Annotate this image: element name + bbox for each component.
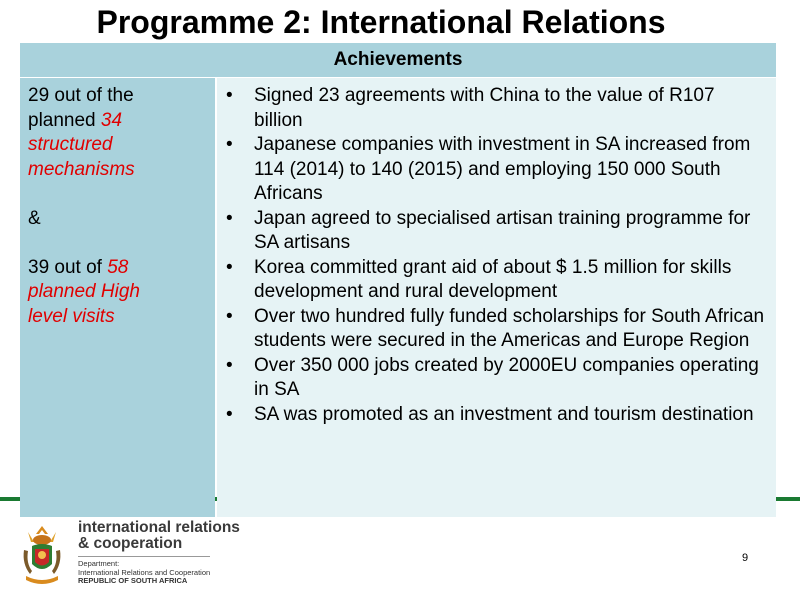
left-line-5 — [28, 256, 207, 281]
list-item: • Japan agreed to specialised artisan training programme for SA artisans — [217, 207, 768, 256]
left-line-4: mechanisms — [28, 158, 135, 180]
dept-line-3: REPUBLIC OF SOUTH AFRICA — [78, 576, 188, 586]
brand-line-1: international relations — [78, 519, 240, 536]
achievements-list — [217, 84, 768, 427]
list-item: • Korea committed grant aid of about $ 1.5 million for skills development and rural development — [217, 256, 768, 305]
planned-34: 34 — [100, 109, 123, 131]
dept-line-1: Department: — [78, 559, 120, 568]
coat-of-arms-logo — [18, 524, 66, 590]
list-item: • Over two hundred fully funded scholarships for South African students were secured in the Americas and Europe Region — [217, 305, 768, 354]
right-cell — [217, 77, 776, 517]
spacer — [28, 231, 207, 256]
left-line-2-prefix: planned — [28, 109, 101, 131]
left-line-1: 29 out of the — [28, 85, 134, 106]
spacer — [28, 182, 207, 207]
brand-block — [78, 520, 240, 586]
brand-rule — [78, 556, 210, 557]
ampersand: & — [28, 207, 41, 229]
list-item: • Over 350 000 jobs created by 2000EU companies operating in SA — [217, 354, 768, 403]
slide-title: Programme 2: International Relations — [96, 4, 666, 40]
list-item: • Signed 23 agreements with China to the value of R107 billion — [217, 84, 768, 133]
left-line-3: structured — [28, 134, 113, 155]
left-line-6: planned High — [28, 281, 140, 302]
list-item: • SA was promoted as an investment and tourism destination — [217, 403, 768, 428]
dept-line-2: International Relations and Cooperation — [78, 567, 211, 577]
page-number: 9 — [742, 552, 749, 564]
left-cell — [20, 77, 215, 517]
planned-58: 58 — [107, 256, 129, 278]
left-line-5-prefix: 39 out of — [28, 256, 108, 278]
brand-line-2: & cooperation — [78, 535, 183, 552]
achievements-table — [20, 43, 776, 517]
left-line-2 — [28, 109, 207, 134]
table-header: Achievements — [20, 43, 776, 77]
list-item: • Japanese companies with investment in SA increased from 114 (2014) to 140 (2015) and employing 150 000 South Africans — [217, 133, 768, 207]
left-line-7: level visits — [28, 305, 115, 327]
